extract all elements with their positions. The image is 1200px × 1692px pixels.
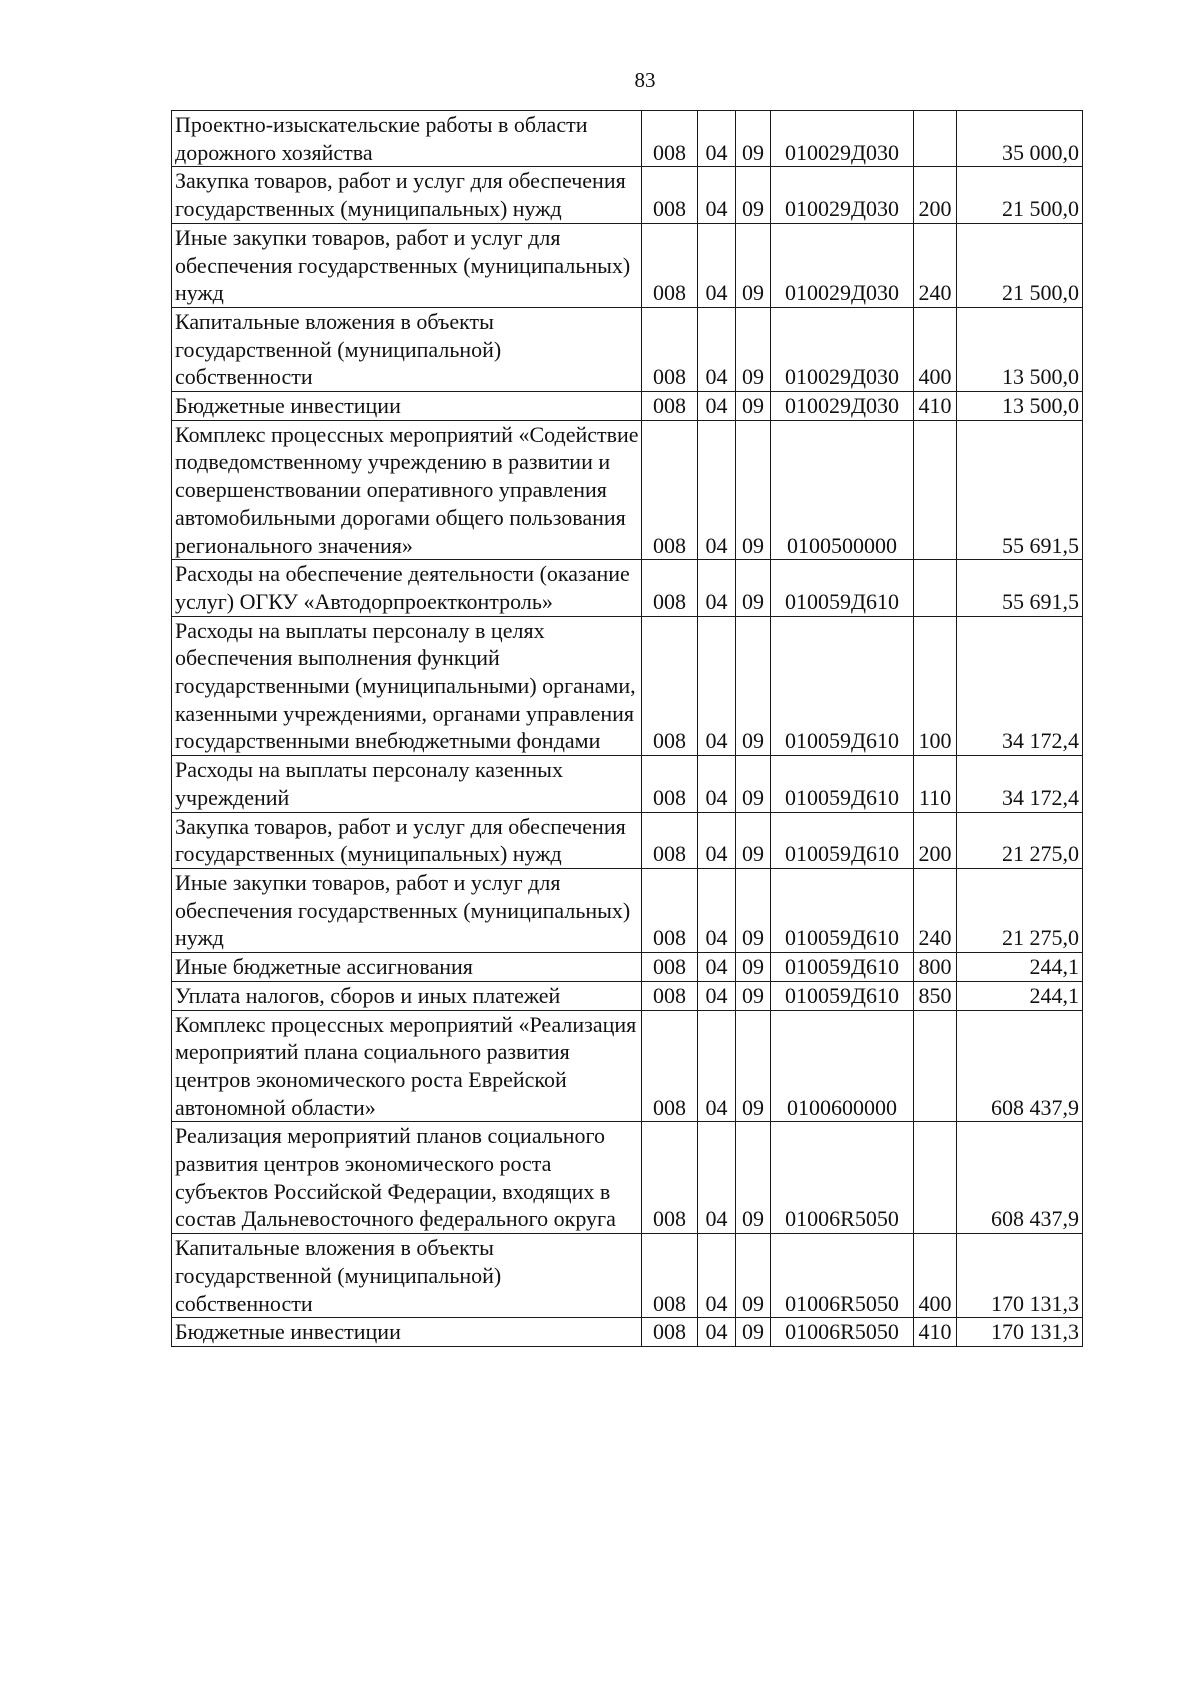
subsection-code-cell: 09 [736,167,771,223]
row-name-cell: Бюджетные инвестиции [172,1318,642,1347]
expense-type-cell [914,420,957,560]
expense-type-cell: 800 [914,953,957,982]
target-article-cell: 0100500000 [771,420,914,560]
table-row [172,167,1083,223]
department-code-cell: 008 [642,953,698,982]
target-article-cell: 010029Д030 [771,111,914,167]
expense-type-cell: 410 [914,392,957,421]
expense-type-cell: 240 [914,223,957,307]
subsection-code-cell: 09 [736,756,771,812]
amount-cell: 608 437,9 [957,1122,1083,1234]
target-article-cell: 0100600000 [771,1010,914,1122]
expense-type-cell: 240 [914,868,957,952]
expense-type-cell [914,1010,957,1122]
row-name-cell: Иные закупки товаров, работ и услуг для обеспечения государственных (муниципальных) нужд [172,223,642,307]
department-code-cell: 008 [642,812,698,868]
table-row [172,981,1083,1010]
target-article-cell: 010059Д610 [771,616,914,756]
expense-type-cell: 200 [914,812,957,868]
section-code-cell: 04 [698,1122,736,1234]
target-article-cell: 010029Д030 [771,392,914,421]
table-row [172,223,1083,307]
target-article-cell: 010029Д030 [771,167,914,223]
table-row [172,756,1083,812]
expense-type-cell: 200 [914,167,957,223]
row-name-cell: Комплекс процессных мероприятий «Содействие подведомственному учреждению в развитии и совершенствовании оперативного управления автомобильными дорогами общего пользования регионального значения» [172,420,642,560]
table-row [172,560,1083,616]
subsection-code-cell: 09 [736,1234,771,1318]
target-article-cell: 01006R5050 [771,1122,914,1234]
subsection-code-cell: 09 [736,223,771,307]
table-row [172,111,1083,167]
department-code-cell: 008 [642,420,698,560]
section-code-cell: 04 [698,812,736,868]
target-article-cell: 010059Д610 [771,981,914,1010]
target-article-cell: 010059Д610 [771,756,914,812]
department-code-cell: 008 [642,868,698,952]
expense-type-cell: 400 [914,1234,957,1318]
amount-cell: 170 131,3 [957,1318,1083,1347]
amount-cell: 21 500,0 [957,223,1083,307]
expense-type-cell [914,560,957,616]
section-code-cell: 04 [698,616,736,756]
expense-type-cell: 850 [914,981,957,1010]
row-name-cell: Реализация мероприятий планов социального развития центров экономического роста субъектов Российской Федерации, входящих в состав Дальневосточного федерального округа [172,1122,642,1234]
amount-cell: 21 275,0 [957,812,1083,868]
amount-cell: 13 500,0 [957,392,1083,421]
amount-cell: 34 172,4 [957,756,1083,812]
row-name-cell: Уплата налогов, сборов и иных платежей [172,981,642,1010]
row-name-cell: Капитальные вложения в объекты государственной (муниципальной) собственности [172,307,642,391]
amount-cell: 608 437,9 [957,1010,1083,1122]
amount-cell: 21 500,0 [957,167,1083,223]
target-article-cell: 010029Д030 [771,307,914,391]
budget-table [171,110,1083,1347]
section-code-cell: 04 [698,223,736,307]
subsection-code-cell: 09 [736,868,771,952]
row-name-cell: Расходы на обеспечение деятельности (оказание услуг) ОГКУ «Автодорпроектконтроль» [172,560,642,616]
row-name-cell: Комплекс процессных мероприятий «Реализация мероприятий плана социального развития центров экономического роста Еврейской автономной области» [172,1010,642,1122]
section-code-cell: 04 [698,1318,736,1347]
department-code-cell: 008 [642,1010,698,1122]
section-code-cell: 04 [698,1234,736,1318]
table-row [172,392,1083,421]
subsection-code-cell: 09 [736,307,771,391]
table-row [172,420,1083,560]
expense-type-cell: 400 [914,307,957,391]
section-code-cell: 04 [698,307,736,391]
subsection-code-cell: 09 [736,392,771,421]
expense-type-cell: 100 [914,616,957,756]
expense-type-cell [914,111,957,167]
table-row [172,1122,1083,1234]
row-name-cell: Иные закупки товаров, работ и услуг для обеспечения государственных (муниципальных) нужд [172,868,642,952]
amount-cell: 55 691,5 [957,420,1083,560]
amount-cell: 13 500,0 [957,307,1083,391]
target-article-cell: 010029Д030 [771,223,914,307]
section-code-cell: 04 [698,981,736,1010]
row-name-cell: Проектно-изыскательские работы в области дорожного хозяйства [172,111,642,167]
amount-cell: 244,1 [957,953,1083,982]
target-article-cell: 010059Д610 [771,812,914,868]
subsection-code-cell: 09 [736,1122,771,1234]
table-row [172,953,1083,982]
row-name-cell: Закупка товаров, работ и услуг для обеспечения государственных (муниципальных) нужд [172,812,642,868]
target-article-cell: 010059Д610 [771,868,914,952]
table-row [172,307,1083,391]
section-code-cell: 04 [698,392,736,421]
row-name-cell: Расходы на выплаты персоналу казенных учреждений [172,756,642,812]
subsection-code-cell: 09 [736,981,771,1010]
section-code-cell: 04 [698,953,736,982]
department-code-cell: 008 [642,111,698,167]
department-code-cell: 008 [642,223,698,307]
amount-cell: 55 691,5 [957,560,1083,616]
department-code-cell: 008 [642,1318,698,1347]
row-name-cell: Капитальные вложения в объекты государственной (муниципальной) собственности [172,1234,642,1318]
department-code-cell: 008 [642,616,698,756]
target-article-cell: 010059Д610 [771,560,914,616]
department-code-cell: 008 [642,981,698,1010]
amount-cell: 170 131,3 [957,1234,1083,1318]
table-row [172,868,1083,952]
section-code-cell: 04 [698,111,736,167]
target-article-cell: 01006R5050 [771,1318,914,1347]
subsection-code-cell: 09 [736,1318,771,1347]
subsection-code-cell: 09 [736,616,771,756]
department-code-cell: 008 [642,560,698,616]
amount-cell: 21 275,0 [957,868,1083,952]
table-row [172,1234,1083,1318]
expense-type-cell: 410 [914,1318,957,1347]
amount-cell: 34 172,4 [957,616,1083,756]
target-article-cell: 010059Д610 [771,953,914,982]
page-number: 83 [634,68,656,92]
expense-type-cell [914,1122,957,1234]
row-name-cell: Бюджетные инвестиции [172,392,642,421]
amount-cell: 35 000,0 [957,111,1083,167]
subsection-code-cell: 09 [736,953,771,982]
row-name-cell: Расходы на выплаты персоналу в целях обеспечения выполнения функций государственными (муниципальными) органами, казенными учреждениями, органами управления государственными внебюджетными фондами [172,616,642,756]
department-code-cell: 008 [642,1234,698,1318]
section-code-cell: 04 [698,1010,736,1122]
subsection-code-cell: 09 [736,1010,771,1122]
expense-type-cell: 110 [914,756,957,812]
section-code-cell: 04 [698,560,736,616]
department-code-cell: 008 [642,756,698,812]
section-code-cell: 04 [698,420,736,560]
department-code-cell: 008 [642,1122,698,1234]
row-name-cell: Иные бюджетные ассигнования [172,953,642,982]
subsection-code-cell: 09 [736,560,771,616]
row-name-cell: Закупка товаров, работ и услуг для обеспечения государственных (муниципальных) нужд [172,167,642,223]
section-code-cell: 04 [698,868,736,952]
subsection-code-cell: 09 [736,420,771,560]
table-row [172,1010,1083,1122]
subsection-code-cell: 09 [736,111,771,167]
table-row [172,616,1083,756]
table-row [172,1318,1083,1347]
section-code-cell: 04 [698,756,736,812]
target-article-cell: 01006R5050 [771,1234,914,1318]
department-code-cell: 008 [642,307,698,391]
amount-cell: 244,1 [957,981,1083,1010]
department-code-cell: 008 [642,392,698,421]
section-code-cell: 04 [698,167,736,223]
subsection-code-cell: 09 [736,812,771,868]
department-code-cell: 008 [642,167,698,223]
table-row [172,812,1083,868]
